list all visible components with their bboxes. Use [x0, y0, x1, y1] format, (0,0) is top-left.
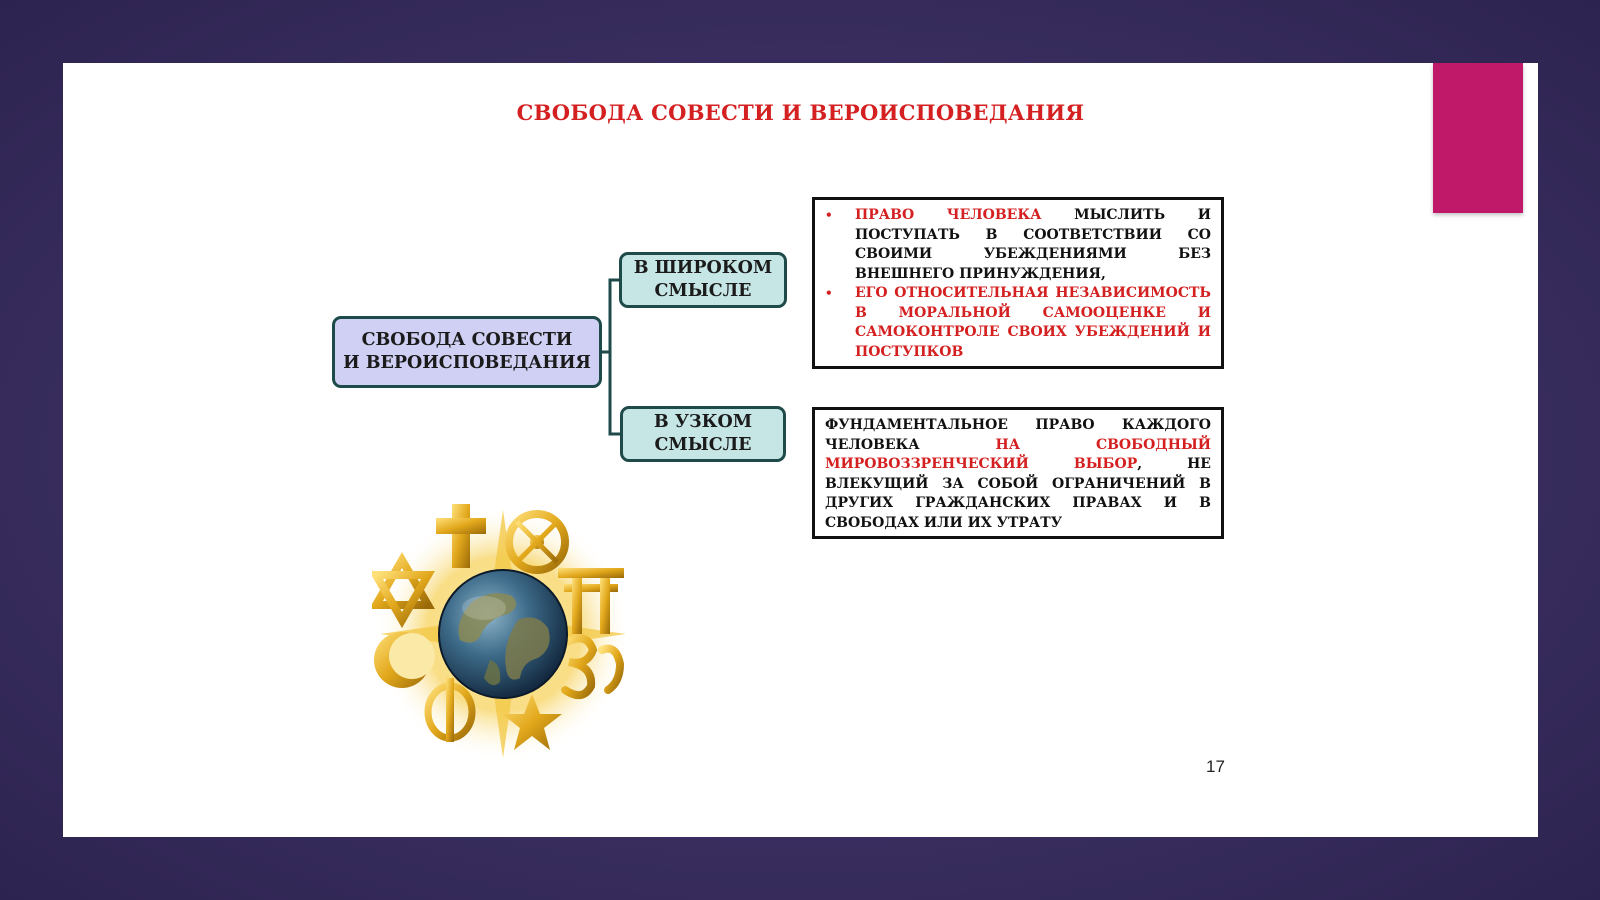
page-number: 17: [1206, 757, 1225, 776]
slide-title: СВОБОДА СОВЕСТИ И ВЕРОИСПОВЕДАНИЯ: [516, 100, 1085, 125]
root-node-line1: СВОБОДА СОВЕСТИ: [361, 330, 573, 350]
broad-sense-line1: В ШИРОКОМ: [633, 258, 773, 278]
broad-sense-node: [619, 252, 787, 308]
broad-bullet-1-highlight: ПРАВО ЧЕЛОВЕКА: [855, 207, 1042, 223]
broad-sense-line2: СМЫСЛЕ: [654, 281, 752, 301]
root-node-line2: И ВЕРОИСПОВЕДАНИЯ: [343, 353, 591, 373]
world-religions-globe-icon: [372, 500, 634, 768]
broad-definition-bullet-1: [855, 206, 1211, 284]
accent-bar: [1433, 63, 1523, 213]
narrow-definition-highlight: НА СВОБОДНЫЙ МИРОВОЗЗРЕНЧЕСКИЙ ВЫБОР: [825, 436, 1212, 472]
narrow-definition-box: [812, 407, 1224, 539]
broad-definition-bullet-2: [855, 284, 1211, 362]
slide-canvas: [63, 63, 1538, 837]
root-node: [332, 316, 602, 388]
narrow-sense-node: [620, 406, 786, 462]
narrow-sense-line1: В УЗКОМ: [653, 412, 753, 432]
narrow-definition-part-1: ФУНДАМЕНТАЛЬНОЕ ПРАВО КАЖДОГО ЧЕЛОВЕКА: [825, 417, 1211, 453]
narrow-definition-part-3: , НЕ ВЛЕКУЩИЙ ЗА СОБОЙ ОГРАНИЧЕНИЙ В ДРУГИХ ГРАЖДАНСКИХ ПРАВАХ И В СВОБОДАХ ИЛИ ИХ УТРАТУ: [825, 456, 1211, 531]
broad-bullet-2-text: ЕГО ОТНОСИТЕЛЬНАЯ НЕЗАВИСИМОСТЬ В МОРАЛЬНОЙ САМООЦЕНКЕ И САМОКОНТРОЛЕ СВОИХ УБЕЖДЕНИЙ И ПОСТУПКОВ: [855, 285, 1211, 360]
narrow-sense-line2: СМЫСЛЕ: [654, 435, 752, 455]
broad-definition-box: [812, 197, 1224, 369]
broad-bullet-1-text: МЫСЛИТЬ И ПОСТУПАТЬ В СООТВЕТСТВИИ СО СВОИМИ УБЕЖДЕНИЯМИ БЕЗ ВНЕШНЕГО ПРИНУЖДЕНИЯ,: [855, 207, 1211, 282]
